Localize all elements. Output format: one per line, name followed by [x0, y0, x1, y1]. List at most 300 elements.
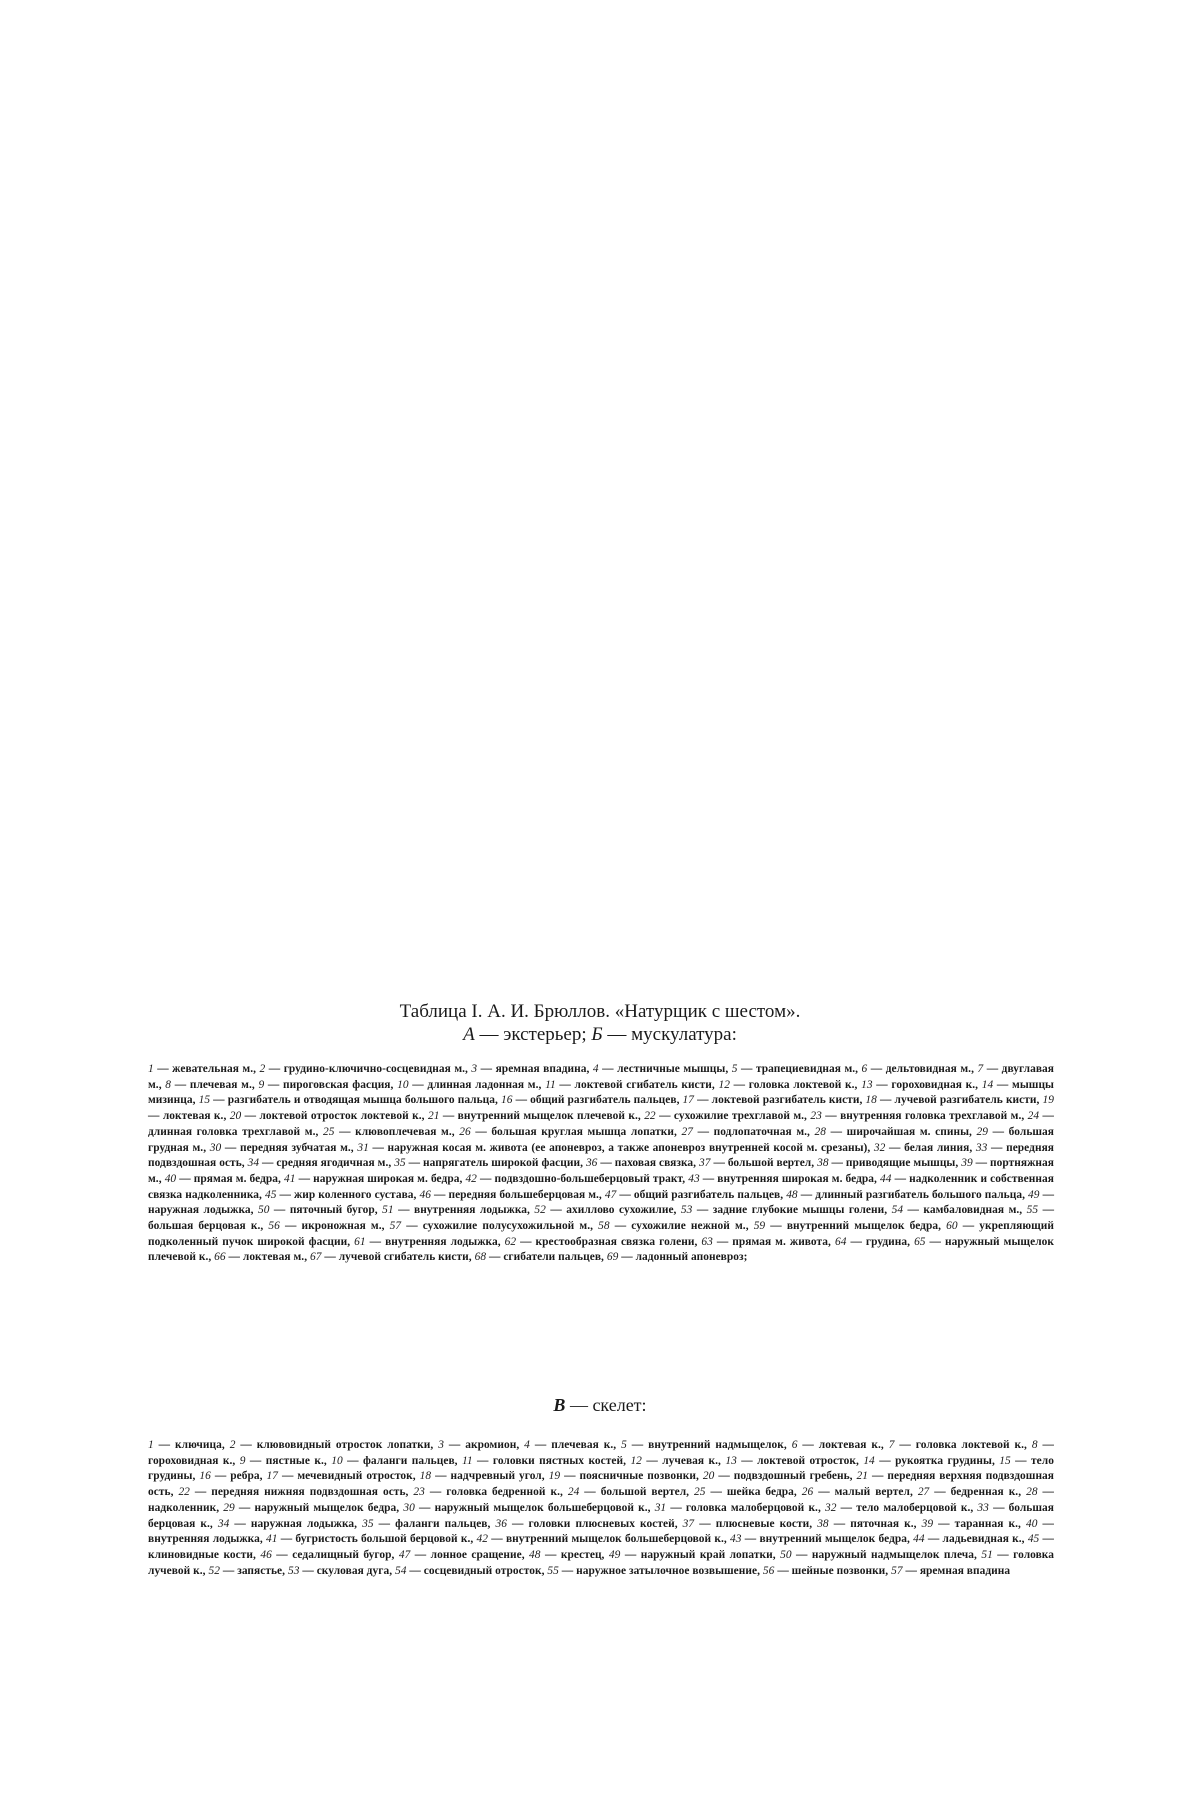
legend-entry	[815, 1126, 977, 1138]
legend-entry	[534, 1204, 681, 1216]
legend-number: 22	[644, 1110, 656, 1123]
legend-text: — локтевая м.,	[225, 1251, 310, 1264]
legend-text: — большая берцовая к.,	[148, 1501, 1054, 1530]
legend-text: — внутренний мыщелок плечевой к.,	[439, 1110, 645, 1123]
caption-letter-b: Б	[591, 1024, 603, 1045]
legend-number: 20	[702, 1470, 715, 1483]
legend-number: 52	[534, 1204, 546, 1217]
legend-entry	[354, 1236, 504, 1248]
legend-number: 33	[975, 1141, 988, 1154]
legend-entry	[505, 1236, 702, 1248]
legend-text: — яремная впадина	[902, 1564, 1011, 1577]
legend-text: — запястье,	[219, 1564, 288, 1577]
legend-text: — лучевой сгибатель кисти,	[321, 1251, 475, 1264]
legend-entry	[810, 1110, 1027, 1122]
legend-text: — жевательная м.,	[153, 1063, 260, 1075]
legend-number: 30	[403, 1501, 415, 1514]
legend-text: — наружное затылочное возвышение,	[558, 1564, 763, 1577]
legend-number: 15	[999, 1454, 1011, 1467]
legend-text: — крестец,	[540, 1548, 609, 1561]
legend-text: — ключица,	[153, 1439, 230, 1451]
legend-entry	[288, 1565, 395, 1577]
legend-text: — головки пястных костей,	[472, 1454, 631, 1467]
legend-number: 30	[209, 1141, 222, 1154]
legend-text: — передняя нижняя подвздошная ость,	[189, 1486, 414, 1499]
legend-text: — подвздошно-большеберцовый тракт,	[476, 1172, 689, 1185]
legend-text: — седалищный бугор,	[271, 1548, 399, 1561]
legend-text: — пястные к.,	[245, 1454, 332, 1467]
legend-number: 10	[397, 1078, 409, 1091]
legend-number: 26	[801, 1486, 814, 1499]
legend-entry	[865, 1094, 1042, 1106]
legend-number: 32	[873, 1141, 886, 1154]
legend-entry	[260, 1549, 398, 1561]
legend-text: — клювоплечевая м.,	[334, 1125, 460, 1138]
legend-number: 54	[395, 1564, 407, 1577]
legend-number: 7	[888, 1439, 895, 1451]
legend-text: — таранная к.,	[933, 1517, 1026, 1530]
legend-number: 47	[398, 1548, 411, 1561]
legend-entry	[683, 1094, 866, 1106]
legend-number: 39	[921, 1517, 934, 1530]
legend-number: 27	[681, 1125, 694, 1138]
legend-number: 14	[981, 1078, 994, 1091]
legend-number: 48	[786, 1188, 798, 1201]
legend-text: — передняя подвздошная ость,	[148, 1141, 1054, 1170]
legend-number: 38	[817, 1517, 829, 1530]
legend-number: 32	[825, 1501, 837, 1514]
legend-entry	[260, 1063, 472, 1075]
legend-entry	[725, 1455, 863, 1467]
legend-entry	[323, 1126, 459, 1138]
legend-number: 3	[471, 1063, 478, 1075]
legend-number: 34	[217, 1517, 230, 1530]
legend-text: — головка локтевой к.,	[730, 1078, 862, 1091]
legend-number: 9	[239, 1454, 246, 1467]
legend-number: 42	[465, 1172, 477, 1185]
legend-number: 31	[357, 1141, 369, 1154]
legend-entry	[148, 1439, 230, 1451]
caption-musculature-text: — мускулатура:	[602, 1024, 737, 1045]
legend-number: 44	[913, 1533, 925, 1546]
legend-entry	[621, 1439, 792, 1451]
legend-number: 65	[914, 1235, 926, 1248]
legend-text: — тело малоберцовой к.,	[836, 1501, 978, 1514]
legend-entry	[605, 1189, 786, 1201]
legend-entry	[266, 1533, 477, 1545]
legend-entry	[549, 1470, 703, 1482]
legend-text: — прямая м. живота,	[712, 1235, 835, 1248]
legend-number: 57	[389, 1220, 402, 1233]
legend-entry	[694, 1486, 802, 1498]
legend-text: — мечевидный отросток,	[277, 1470, 420, 1483]
legend-entry	[258, 1079, 397, 1091]
legend-entry	[874, 1142, 976, 1154]
legend-number: 64	[834, 1235, 847, 1248]
legend-number: 35	[394, 1157, 406, 1170]
legend-entry	[545, 1079, 718, 1091]
legend-text: — подлопаточная м.,	[693, 1125, 815, 1138]
legend-entry	[438, 1439, 524, 1451]
legend-number: 69	[606, 1251, 619, 1264]
legend-entry	[266, 1470, 419, 1482]
legend-text: — грудино-ключично-сосцевидная м.,	[265, 1063, 472, 1075]
legend-entry	[529, 1549, 609, 1561]
legend-text: — широчайшая м. спины,	[826, 1125, 977, 1138]
legend-text: — наружный край лопатки,	[620, 1548, 781, 1561]
legend-number: 49	[1028, 1188, 1040, 1201]
legend-entry	[862, 1063, 978, 1075]
legend-number: 8	[1031, 1439, 1038, 1451]
legend-entry	[792, 1439, 889, 1451]
legend-entry	[397, 1079, 545, 1091]
legend-entry	[399, 1549, 529, 1561]
legend-entry	[465, 1173, 688, 1185]
legend-entry	[214, 1251, 310, 1263]
legend-text: — дельтовидная м.,	[867, 1063, 978, 1075]
legend-number: 55	[1026, 1204, 1039, 1217]
legend-entry	[223, 1502, 403, 1514]
legend-entry	[609, 1549, 780, 1561]
legend-entry	[265, 1189, 420, 1201]
legend-text: — сухожилие трехглавой м.,	[655, 1110, 811, 1123]
legend-entry	[394, 1157, 586, 1169]
legend-number: 8	[165, 1078, 172, 1091]
legend-number: 4	[592, 1063, 599, 1075]
legend-entry	[598, 1220, 754, 1232]
legend-entry	[780, 1549, 981, 1561]
legend-number: 61	[354, 1235, 366, 1248]
legend-entry	[420, 1470, 549, 1482]
legend-entry	[331, 1455, 462, 1467]
legend-text: — грудина,	[846, 1235, 915, 1248]
legend-number: 41	[284, 1172, 296, 1185]
legend-entry	[419, 1189, 604, 1201]
legend-number: 22	[178, 1486, 190, 1499]
legend-entry	[891, 1565, 1010, 1577]
legend-entry	[165, 1173, 284, 1185]
legend-entry	[802, 1486, 918, 1498]
legend-entry	[817, 1518, 921, 1530]
legend-number: 46	[260, 1548, 272, 1561]
legend-text: — большой вертел,	[710, 1157, 818, 1170]
legend-entry	[703, 1470, 857, 1482]
legend-text: — гороховидная к.,	[872, 1078, 982, 1091]
legend-number: 55	[547, 1564, 559, 1577]
legend-text: — пяточный бугор,	[269, 1204, 383, 1217]
legend-number: 1	[148, 1439, 154, 1451]
legend-entry	[701, 1236, 835, 1248]
legend-entry	[258, 1204, 382, 1216]
legend-entry	[655, 1502, 825, 1514]
legend-number: 53	[287, 1564, 300, 1577]
legend-entry	[428, 1110, 644, 1122]
legend-text: — внутренний мыщелок большеберцовой к.,	[488, 1533, 731, 1546]
legend-entry	[284, 1173, 465, 1185]
legend-number: 57	[891, 1564, 903, 1577]
legend-text: — надчревный угол,	[431, 1470, 549, 1483]
legend-number: 56	[268, 1220, 280, 1233]
legend-text: — скуловая дуга,	[299, 1564, 396, 1577]
legend-entry	[395, 1565, 547, 1577]
legend-text: — передняя большеберцовая м.,	[430, 1188, 605, 1201]
legend-entry	[817, 1157, 961, 1169]
caption-letter-a: А	[463, 1024, 475, 1045]
legend-text: — локтевой отросток,	[736, 1454, 864, 1467]
legend-number: 68	[474, 1251, 487, 1264]
legend-text: — портняжная м.,	[148, 1157, 1054, 1185]
legend-number: 37	[699, 1157, 711, 1170]
legend-number: 45	[264, 1188, 277, 1201]
legend-number: 27	[917, 1486, 930, 1499]
legend-entry	[547, 1565, 763, 1577]
legend-number: 23	[810, 1110, 822, 1123]
legend-text: — рукоятка грудины,	[874, 1454, 1000, 1467]
legend-entry	[644, 1110, 810, 1122]
legend-text: — гороховидная к.,	[148, 1439, 1054, 1467]
legend-number: 19	[548, 1470, 561, 1483]
legend-entry	[357, 1142, 874, 1154]
legend-number: 29	[976, 1125, 989, 1138]
legend-number: 1	[148, 1063, 154, 1075]
legend-entry	[593, 1063, 732, 1075]
legend-number: 17	[682, 1094, 695, 1107]
legend-text: — наружная лодыжка,	[148, 1188, 1055, 1217]
legend-entry	[362, 1518, 495, 1530]
legend-text: — наружная косая м. живота (ее апоневроз, а также апоневроз внутренней косой м. срезаны),	[368, 1141, 874, 1154]
legend-entry	[165, 1079, 258, 1091]
legend-entry	[568, 1486, 694, 1498]
legend-text: — лучевая к.,	[641, 1454, 726, 1467]
legend-number: 42	[476, 1533, 489, 1546]
legend-text: — фаланги пальцев,	[342, 1454, 462, 1467]
legend-text: — локтевой разгибатель кисти,	[694, 1094, 866, 1107]
legend-entry	[501, 1094, 683, 1106]
legend-entry	[199, 1470, 266, 1482]
legend-text: — общий разгибатель пальцев,	[512, 1094, 683, 1107]
skeleton-heading-text: — скелет:	[565, 1395, 647, 1415]
legend-entry	[148, 1063, 260, 1075]
legend-text: — внутренняя головка трехглавой м.,	[821, 1110, 1028, 1123]
legend-number: 58	[598, 1220, 610, 1233]
legend-text: — передняя верхняя подвздошная ость,	[148, 1470, 1055, 1499]
legend-text: — локтевой сгибатель кисти,	[555, 1078, 719, 1091]
legend-text: — ладонный апоневроз;	[618, 1251, 748, 1264]
legend-number: 23	[413, 1486, 425, 1499]
legend-entry	[699, 1157, 817, 1169]
legend-number: 10	[331, 1454, 343, 1467]
legend-text: — наружный мыщелок большеберцовой к.,	[414, 1501, 655, 1514]
legend-number: 62	[504, 1235, 517, 1248]
legend-text: — локтевая к.,	[148, 1110, 230, 1123]
legend-number: 17	[266, 1470, 278, 1483]
legend-entry	[688, 1173, 880, 1185]
legend-number: 12	[718, 1078, 730, 1091]
legend-number: 28	[814, 1125, 827, 1138]
legend-number: 16	[501, 1094, 513, 1107]
legend-entry	[630, 1455, 725, 1467]
legend-number: 18	[865, 1094, 877, 1107]
legend-number: 4	[524, 1439, 530, 1451]
legend-text: — акромион,	[443, 1439, 525, 1451]
legend-number: 16	[199, 1470, 211, 1483]
legend-entry	[230, 1439, 439, 1451]
legend-text: — бедренная к.,	[929, 1486, 1027, 1499]
legend-number: 37	[682, 1517, 695, 1530]
legend-text: — белая линия,	[885, 1141, 976, 1154]
legend-text: — головка локтевой к.,	[894, 1439, 1032, 1451]
legend-number: 36	[585, 1157, 598, 1170]
legend-entry	[732, 1063, 862, 1075]
legend-text: — подвздошный гребень,	[714, 1470, 857, 1483]
legend-entry	[413, 1486, 567, 1498]
legend-entry	[471, 1063, 593, 1075]
legend-entry	[607, 1251, 748, 1263]
legend-number: 44	[880, 1172, 892, 1185]
legend-text: — внутренняя лодыжка,	[148, 1517, 1054, 1546]
legend-text: — лонное сращение,	[410, 1548, 530, 1561]
legend-number: 39	[961, 1157, 973, 1170]
legend-number: 50	[257, 1204, 270, 1217]
legend-text: — ахиллово сухожилие,	[545, 1204, 681, 1217]
legend-number: 5	[731, 1063, 738, 1075]
legend-number: 25	[322, 1125, 335, 1138]
legend-text: — длинная головка трехглавой м.,	[148, 1110, 1054, 1138]
legend-number: 66	[214, 1251, 226, 1264]
legend-entry	[825, 1502, 977, 1514]
legend-entry	[459, 1126, 681, 1138]
legend-text: — лучевой разгибатель кисти,	[876, 1094, 1043, 1107]
legend-text: — прямая м. бедра,	[176, 1172, 285, 1185]
caption-exterior-text: — экстерьер;	[474, 1024, 592, 1045]
legend-entry	[683, 1518, 818, 1530]
skeleton-legend	[148, 1438, 1054, 1579]
legend-number: 51	[981, 1548, 993, 1561]
legend-number: 40	[1026, 1517, 1038, 1530]
legend-text: — наружный мыщелок плечевой к.,	[148, 1235, 1054, 1264]
legend-entry	[719, 1079, 862, 1091]
legend-text: — тело грудины,	[148, 1454, 1054, 1483]
legend-text: — разгибатель и отводящая мышца большого пальца,	[210, 1094, 502, 1107]
legend-number: 13	[861, 1078, 873, 1091]
legend-text: — лестничные мышцы,	[598, 1063, 732, 1075]
plate-caption	[150, 1000, 1050, 1046]
legend-entry	[210, 1142, 358, 1154]
legend-text: — напрягатель широкой фасции,	[405, 1157, 586, 1170]
legend-number: 46	[419, 1188, 431, 1201]
legend-number: 2	[259, 1063, 266, 1075]
legend-number: 52	[208, 1564, 220, 1577]
legend-entry	[382, 1204, 534, 1216]
legend-text: — наружный надмыщелок плеча,	[791, 1548, 982, 1561]
legend-entry	[754, 1220, 946, 1232]
legend-text: — клиновидные кости,	[148, 1533, 1054, 1561]
skeleton-letter: В	[553, 1395, 566, 1415]
legend-text: — сгибатели пальцев,	[486, 1251, 607, 1264]
legend-entry	[268, 1220, 389, 1232]
legend-entry	[240, 1455, 331, 1467]
legend-number: 45	[1027, 1533, 1040, 1546]
legend-text: — двуглавая м.,	[148, 1063, 1055, 1091]
legend-text: — пироговская фасция,	[264, 1078, 398, 1091]
legend-number: 31	[654, 1501, 667, 1514]
legend-text: — задние глубокие мышцы голени,	[692, 1204, 892, 1217]
legend-text: — средняя ягодичная м.,	[259, 1157, 395, 1170]
legend-text: — жир коленного сустава,	[276, 1188, 420, 1201]
legend-number: 50	[780, 1548, 792, 1561]
legend-text: — головка бедренной к.,	[424, 1486, 568, 1499]
legend-entry	[462, 1455, 630, 1467]
legend-number: 26	[459, 1125, 471, 1138]
legend-number: 29	[223, 1501, 235, 1514]
legend-text: — икроножная м.,	[279, 1220, 390, 1233]
legend-number: 20	[229, 1110, 242, 1123]
legend-entry	[763, 1565, 891, 1577]
legend-text: — плечевая к.,	[529, 1439, 622, 1451]
legend-number: 15	[198, 1094, 211, 1107]
legend-text: — наружный мыщелок бедра,	[234, 1501, 404, 1514]
legend-number: 35	[362, 1517, 374, 1530]
legend-text: — поясничные позвонки,	[560, 1470, 703, 1483]
legend-text: — ладьевидная к.,	[924, 1533, 1028, 1546]
legend-number: 28	[1026, 1486, 1038, 1499]
legend-number: 11	[545, 1078, 556, 1091]
legend-entry	[218, 1518, 362, 1530]
legend-text: — плюсневые кости,	[694, 1517, 818, 1530]
legend-text: — приводящие мышцы,	[828, 1157, 962, 1170]
legend-number: 36	[495, 1517, 507, 1530]
legend-text: — ребра,	[210, 1470, 267, 1483]
legend-number: 6	[861, 1063, 868, 1075]
legend-text: — пяточная к.,	[828, 1517, 922, 1530]
legend-number: 54	[891, 1204, 904, 1217]
legend-text: — укрепляющий подколенный пучок широкой фасции,	[148, 1220, 1055, 1248]
legend-text: — большая берцовая к.,	[148, 1204, 1055, 1233]
legend-entry	[730, 1533, 913, 1545]
legend-text: — яремная впадина,	[477, 1063, 593, 1075]
legend-number: 18	[419, 1470, 432, 1483]
legend-text: — фаланги пальцев,	[373, 1517, 496, 1530]
legend-number: 21	[427, 1110, 440, 1123]
legend-text: — головка малоберцовой к.,	[666, 1501, 825, 1514]
legend-number: 33	[977, 1501, 989, 1514]
legend-entry	[889, 1439, 1032, 1451]
legend-entry	[913, 1533, 1028, 1545]
legend-number: 21	[856, 1470, 869, 1483]
legend-number: 63	[701, 1235, 713, 1248]
legend-number: 47	[604, 1188, 617, 1201]
legend-number: 5	[621, 1439, 627, 1451]
legend-number: 60	[946, 1220, 958, 1233]
legend-number: 13	[725, 1454, 737, 1467]
legend-text: — сухожилие нежной м.,	[609, 1220, 754, 1233]
legend-number: 24	[1027, 1110, 1040, 1123]
legend-entry	[918, 1486, 1026, 1498]
legend-text: — камбаловидная м.,	[903, 1204, 1027, 1217]
legend-text: — длинный разгибатель большого пальца,	[797, 1188, 1029, 1201]
legend-number: 48	[529, 1548, 541, 1561]
legend-entry	[475, 1251, 607, 1263]
legend-number: 43	[688, 1172, 700, 1185]
legend-number: 53	[680, 1204, 693, 1217]
legend-number: 24	[567, 1486, 580, 1499]
legend-text: — мышцы мизинца,	[148, 1078, 1055, 1107]
legend-number: 38	[817, 1157, 829, 1170]
legend-entry	[892, 1204, 1027, 1216]
legend-text: — головка лучевой к.,	[148, 1548, 1054, 1577]
legend-entry	[477, 1533, 730, 1545]
legend-number: 11	[461, 1454, 473, 1467]
